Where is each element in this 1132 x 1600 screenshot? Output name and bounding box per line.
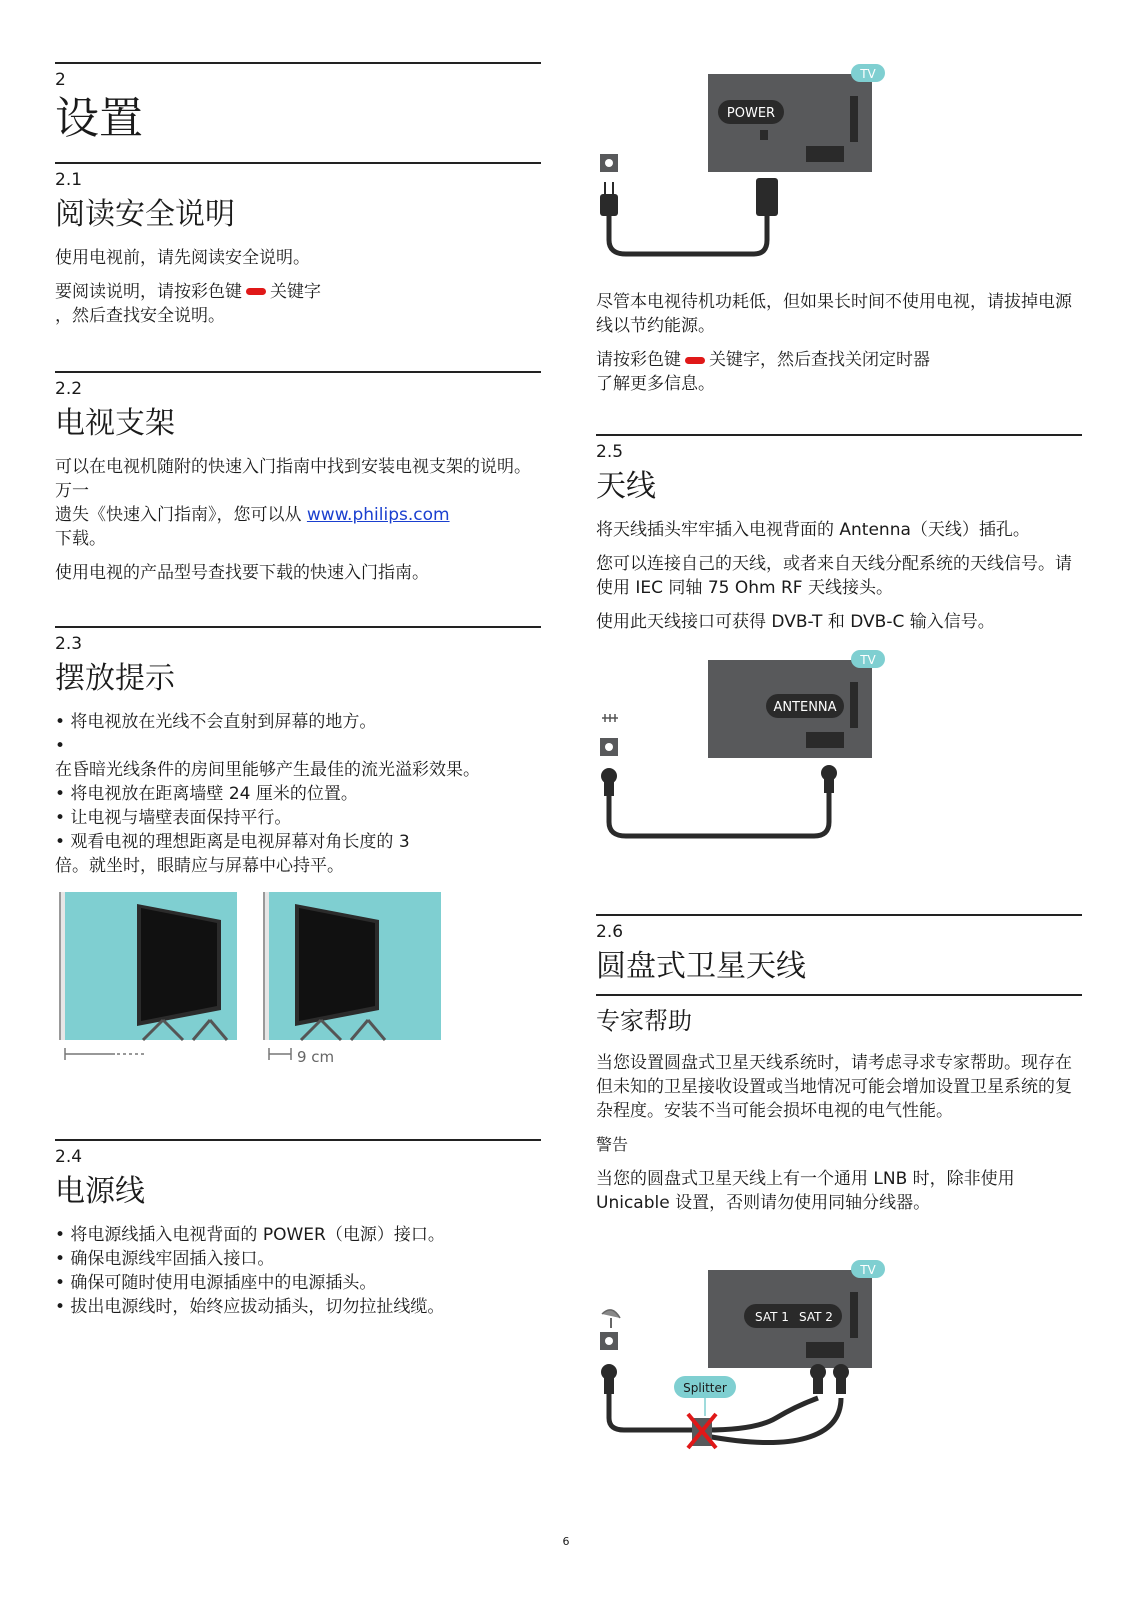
- list-item: • 将电视放在光线不会直射到屏幕的地方。: [55, 711, 377, 732]
- section-title: 圆盘式卫星天线: [596, 949, 806, 984]
- paragraph: 可以在电视机随附的快速入门指南中找到安装电视支架的说明。万一: [55, 456, 531, 501]
- paragraph: [55, 503, 541, 527]
- section-title: 天线: [596, 469, 656, 504]
- bullet-list: [55, 1223, 541, 1319]
- antenna-port-label: ANTENNA: [773, 700, 837, 715]
- section-2: [55, 62, 541, 145]
- power-figure: [596, 62, 916, 272]
- tv-label: TV: [860, 653, 876, 667]
- list-item: 在昏暗光线条件的房间里能够产生最佳的流光溢彩效果。: [55, 759, 480, 780]
- paragraph: ，然后查找安全说明。: [55, 305, 225, 326]
- warning-label: 警告: [596, 1134, 629, 1154]
- power-port-label: POWER: [726, 106, 776, 121]
- section-2-4: [55, 1139, 541, 1319]
- satellite-dish-icon: [602, 1310, 620, 1328]
- list-item: • 确保可随时使用电源插座中的电源插头。: [55, 1272, 377, 1293]
- bullet-list: [55, 710, 541, 878]
- philips-link[interactable]: www.philips.com: [306, 504, 450, 525]
- section-number: 2: [55, 70, 66, 90]
- paragraph: 下载。: [55, 528, 106, 549]
- section-number: 2.3: [55, 634, 83, 654]
- text: 要阅读说明，请按彩色键: [55, 281, 242, 302]
- list-item: 倍。就坐时，眼睛应与屏幕中心持平。: [55, 855, 344, 876]
- section-number: 2.4: [55, 1147, 83, 1167]
- sat2-port-label: SAT 2: [799, 1310, 833, 1324]
- paragraph: 使用电视的产品型号查找要下载的快速入门指南。: [55, 562, 429, 583]
- section-2-6: [596, 914, 1082, 1225]
- page-number: 6: [562, 1535, 570, 1548]
- section-2-3: [55, 626, 541, 878]
- subsection-title: 专家帮助: [596, 1006, 692, 1035]
- red-key-icon: [246, 288, 266, 295]
- section-number: 2.5: [596, 442, 624, 462]
- text: 请按彩色键: [596, 350, 681, 370]
- satellite-figure: [596, 1258, 916, 1468]
- section-2-1: [55, 162, 541, 338]
- paragraph: 当您设置圆盘式卫星天线系统时，请考虑寻求专家帮助。现存在但未知的卫星接收设置或当地情况可能会增加设置卫星系统的复杂程度。安装不当可能会损坏电视的电气性能。: [596, 1052, 1072, 1121]
- paragraph: 使用此天线接口可获得 DVB-T 和 DVB-C 输入信号。: [596, 611, 995, 632]
- chapter-title: 设置: [55, 93, 143, 144]
- splitter-label: Splitter: [683, 1381, 727, 1395]
- placement-figure: [55, 892, 455, 1077]
- antenna-figure: [596, 648, 916, 848]
- section-2-2: [55, 371, 541, 595]
- paragraph: 您可以连接自己的天线，或者来自天线分配系统的天线信号。请使用 IEC 同轴 75 Ohm RF 天线接头。: [596, 553, 1072, 598]
- paragraph: [596, 348, 1082, 372]
- tv-label: TV: [860, 67, 876, 81]
- section-number: 2.1: [55, 170, 83, 190]
- red-key-icon: [685, 357, 705, 364]
- section-title: 摆放提示: [55, 661, 175, 696]
- paragraph: 使用电视前，请先阅读安全说明。: [55, 247, 310, 268]
- section-title: 阅读安全说明: [55, 197, 235, 232]
- paragraph: 尽管本电视待机功耗低，但如果长时间不使用电视，请拔掉电源线以节约能源。: [596, 292, 1072, 336]
- list-item: • 将电源线插入电视背面的 POWER（电源）接口。: [55, 1224, 445, 1245]
- list-item: • 让电视与墙壁表面保持平行。: [55, 807, 292, 828]
- paragraph: [55, 280, 541, 304]
- list-item: • 确保电源线牢固插入接口。: [55, 1248, 275, 1269]
- section-title: 电源线: [55, 1174, 145, 1209]
- list-item: • 拔出电源线时，始终应拔动插头，切勿拉扯线缆。: [55, 1296, 445, 1317]
- power-plug-icon: [600, 194, 618, 216]
- tv-label: TV: [860, 1263, 876, 1277]
- power-connector-icon: [756, 178, 778, 216]
- list-item: • 将电视放在距离墙壁 24 厘米的位置。: [55, 783, 358, 804]
- placement-panel-left: [59, 892, 237, 1060]
- antenna-icon: [602, 714, 618, 722]
- sat1-port-label: SAT 1: [755, 1310, 789, 1324]
- section-number: 2.2: [55, 379, 83, 399]
- paragraph: 当您的圆盘式卫星天线上有一个通用 LNB 时，除非使用 Unicable 设置，否则请勿使用同轴分线器。: [596, 1168, 1015, 1213]
- list-item: •: [55, 735, 66, 756]
- paragraph: 了解更多信息。: [596, 374, 715, 394]
- section-2-5: [596, 434, 1082, 644]
- paragraph: 将天线插头牢牢插入电视背面的 Antenna（天线）插孔。: [596, 519, 1030, 540]
- section-number: 2.6: [596, 922, 624, 942]
- placement-panel-right: [263, 892, 441, 1066]
- text: 遗失《快速入门指南》，您可以从: [55, 504, 302, 525]
- section-title: 电视支架: [55, 406, 175, 441]
- distance-label: 9 cm: [297, 1048, 335, 1066]
- text: 关键字，然后查找关闭定时器: [709, 350, 930, 370]
- subsection: [596, 994, 1082, 1215]
- list-item: • 观看电视的理想距离是电视屏幕对角长度的 3: [55, 831, 410, 852]
- text: 关键字: [270, 281, 321, 302]
